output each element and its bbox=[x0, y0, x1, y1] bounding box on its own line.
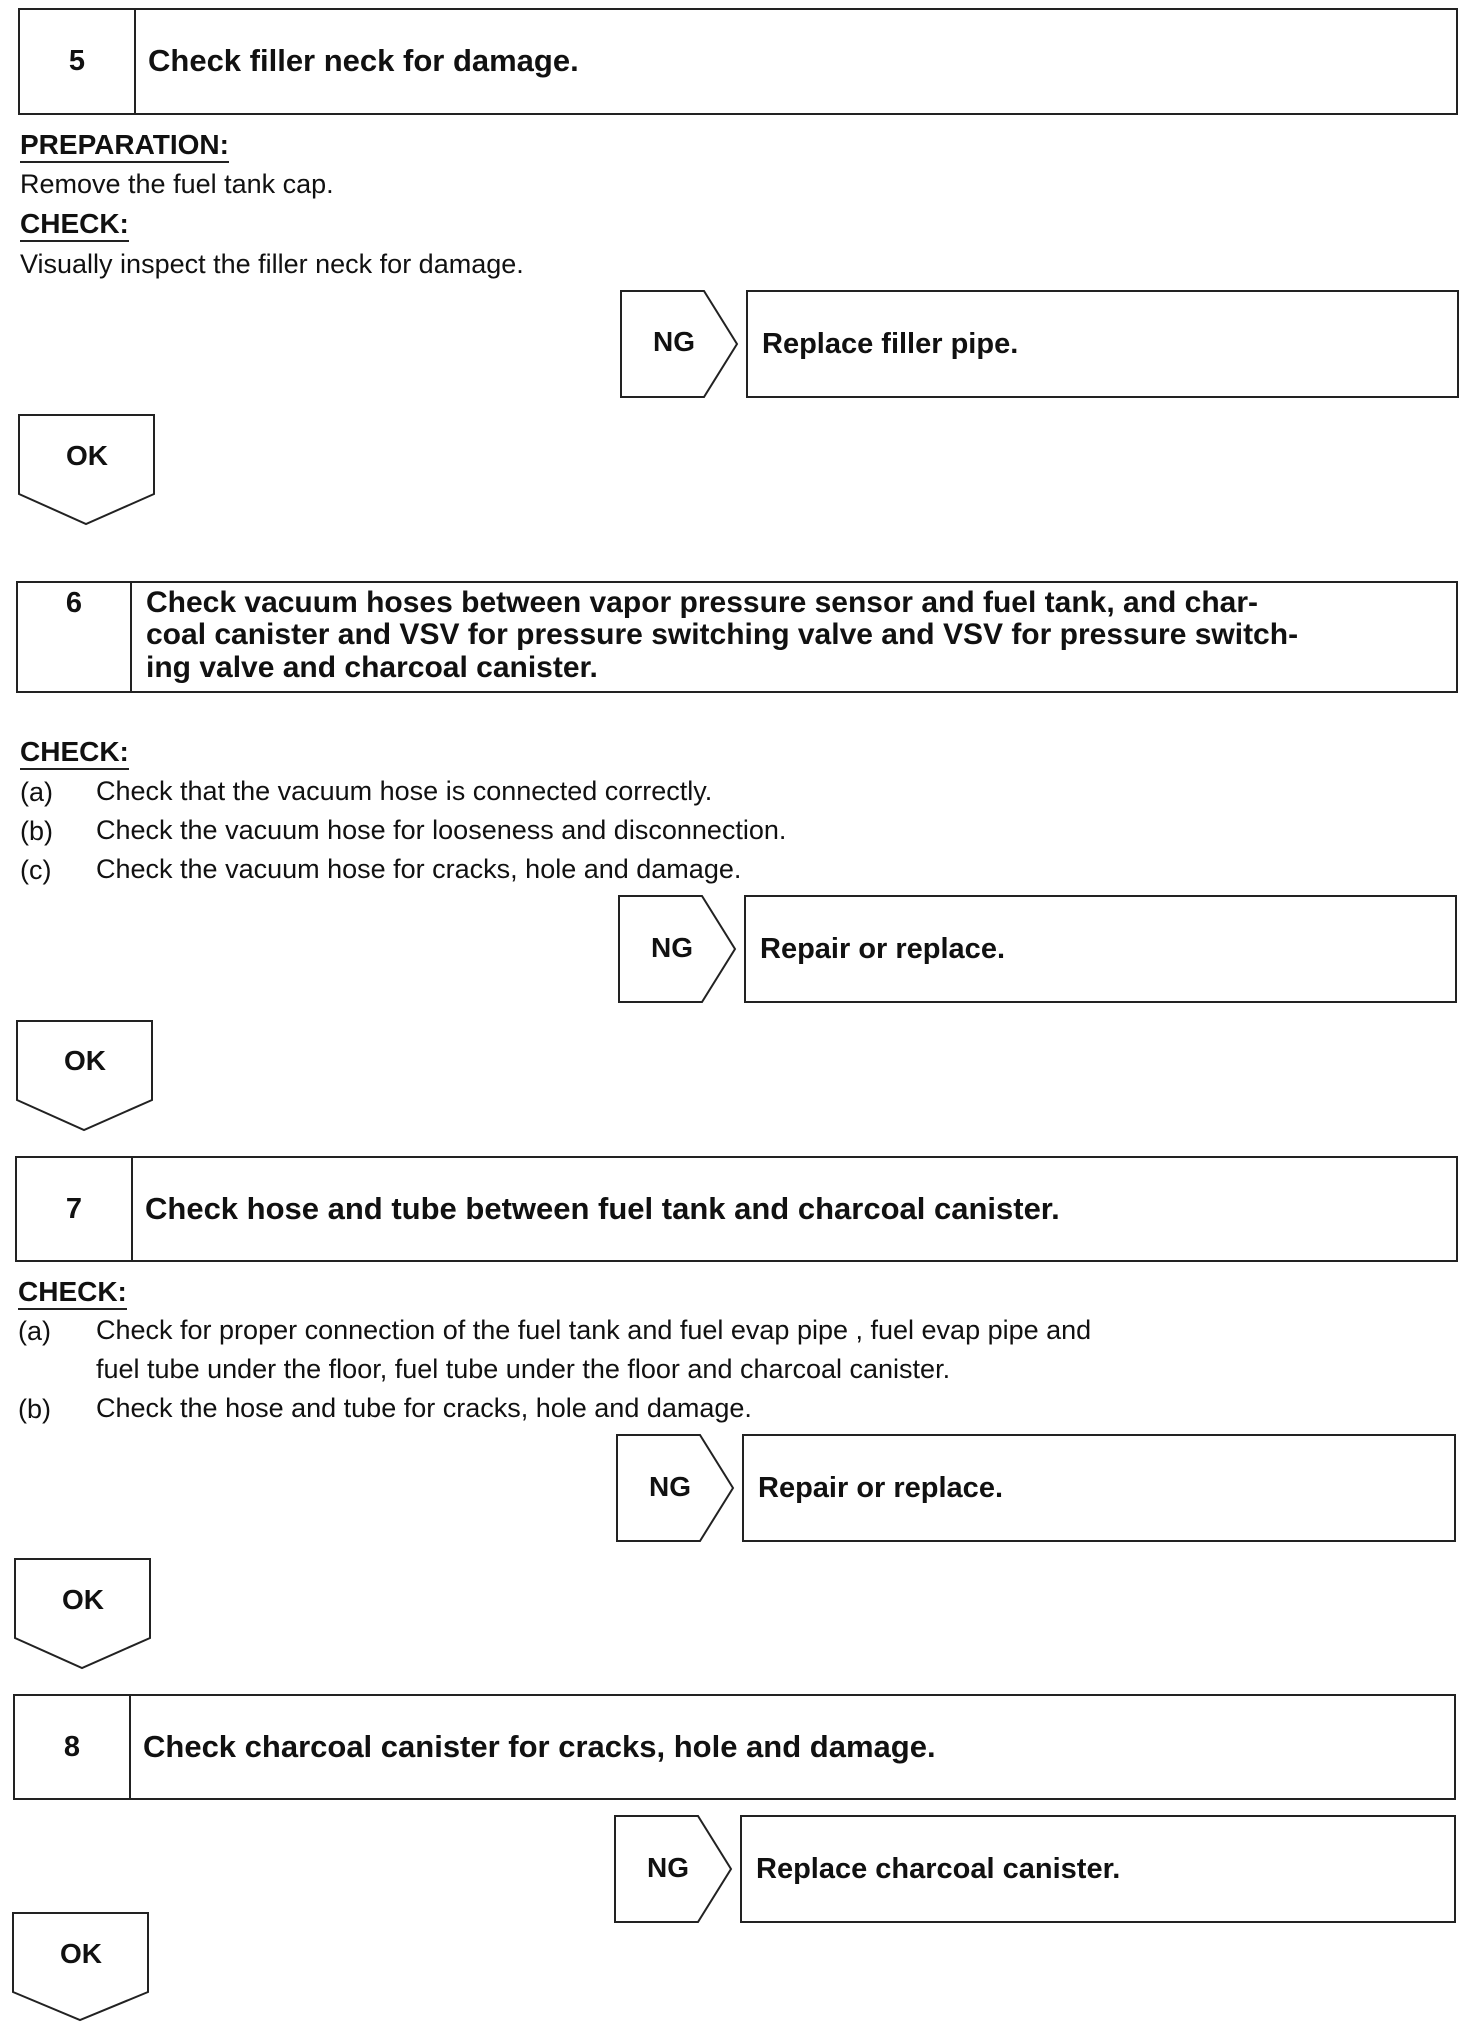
item-text: Check the vacuum hose for cracks, hole and damage. bbox=[96, 854, 742, 884]
item-text: Check the hose and tube for cracks, hole and damage. bbox=[96, 1393, 752, 1423]
ng-label: NG bbox=[653, 326, 695, 357]
step-title bbox=[146, 583, 1298, 691]
step-title: Check filler neck for damage. bbox=[148, 43, 579, 79]
item-letter: (b) bbox=[20, 816, 53, 846]
ng-action-box: Replace charcoal canister. bbox=[740, 1815, 1456, 1923]
ok-label: OK bbox=[62, 1584, 104, 1615]
preparation-label: PREPARATION: bbox=[20, 130, 229, 163]
ng-label: NG bbox=[651, 932, 693, 963]
check-label: CHECK: bbox=[20, 737, 129, 770]
ok-label: OK bbox=[64, 1045, 106, 1076]
ng-label: NG bbox=[649, 1471, 691, 1502]
ok-label: OK bbox=[66, 440, 108, 471]
item-letter: (a) bbox=[18, 1316, 51, 1346]
step-8-header bbox=[13, 1694, 1456, 1800]
item-text: Check the vacuum hose for looseness and disconnection. bbox=[96, 815, 787, 845]
ng-label: NG bbox=[647, 1852, 689, 1883]
ng-action-box: Replace filler pipe. bbox=[746, 290, 1459, 398]
step-title: Check charcoal canister for cracks, hole and damage. bbox=[143, 1728, 936, 1764]
ng-action-box: Repair or replace. bbox=[742, 1434, 1456, 1542]
step-number: 7 bbox=[17, 1158, 133, 1260]
step-title-line: ing valve and charcoal canister. bbox=[146, 650, 598, 684]
step-title-line: Check vacuum hoses between vapor pressure sensor and fuel tank, and char- bbox=[146, 586, 1259, 619]
step-number: 8 bbox=[15, 1696, 131, 1798]
check-text: Visually inspect the filler neck for damage. bbox=[20, 249, 524, 279]
item-letter: (b) bbox=[18, 1394, 51, 1424]
item-text: Check for proper connection of the fuel tank and fuel evap pipe , fuel evap pipe and bbox=[96, 1315, 1092, 1345]
step-number: 5 bbox=[20, 10, 136, 113]
step-title: Check hose and tube between fuel tank and charcoal canister. bbox=[145, 1190, 1060, 1226]
item-letter: (c) bbox=[20, 855, 52, 885]
check-label: CHECK: bbox=[18, 1277, 127, 1310]
item-text: Check that the vacuum hose is connected correctly. bbox=[96, 776, 713, 806]
preparation-text: Remove the fuel tank cap. bbox=[20, 169, 334, 199]
item-text-continued: fuel tube under the floor, fuel tube under the floor and charcoal canister. bbox=[96, 1354, 951, 1384]
ng-action-box: Repair or replace. bbox=[744, 895, 1457, 1003]
step-5-header bbox=[18, 8, 1458, 115]
ok-label: OK bbox=[60, 1938, 102, 1969]
item-letter: (a) bbox=[20, 777, 53, 807]
step-6-header bbox=[16, 581, 1458, 693]
check-label: CHECK: bbox=[20, 209, 129, 242]
step-title-line: coal canister and VSV for pressure switching valve and VSV for pressure switch- bbox=[146, 618, 1299, 652]
step-7-header bbox=[15, 1156, 1458, 1262]
step-number: 6 bbox=[18, 583, 132, 691]
